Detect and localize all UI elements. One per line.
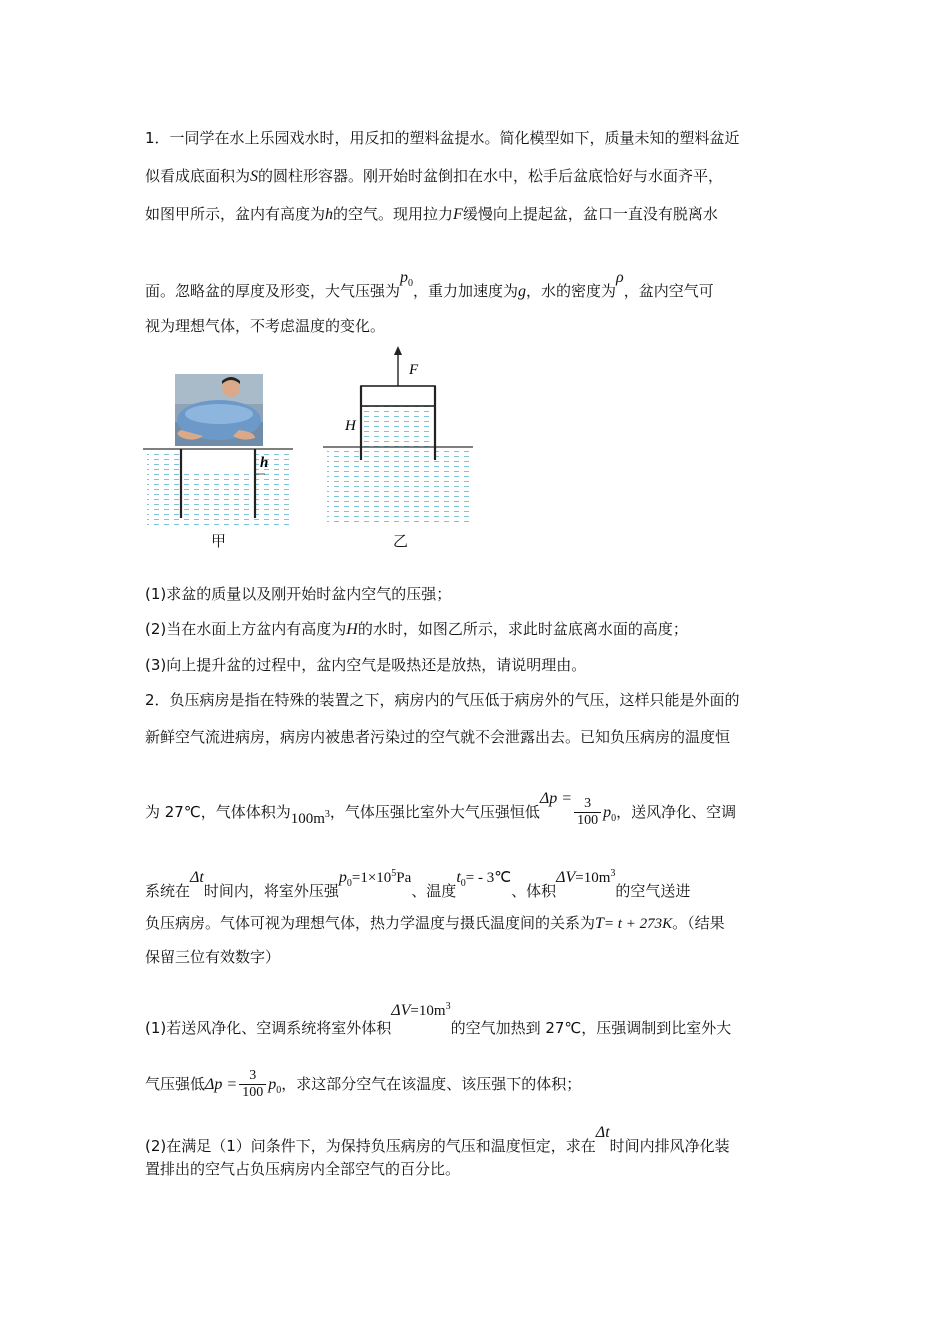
p2-line-6 xyxy=(145,947,280,967)
math-superscript: 3 xyxy=(610,868,616,879)
caption-jia: 甲 xyxy=(211,532,227,550)
math-symbol: p xyxy=(603,804,612,821)
text: ，盆内空气可 xyxy=(623,282,714,300)
math-symbol: ΔV xyxy=(391,1002,411,1019)
math-symbol: H xyxy=(346,621,358,638)
text: 如图甲所示，盆内有高度为 xyxy=(145,205,326,223)
math-subscript: 0 xyxy=(611,813,617,824)
p1-line-2 xyxy=(145,166,723,187)
dV-equation xyxy=(391,997,450,1021)
label-F: F xyxy=(409,362,419,378)
p2-line-1 xyxy=(145,690,740,710)
text: 、温度 xyxy=(411,882,457,900)
math-symbol: Δt xyxy=(190,869,204,886)
math-subscript: 0 xyxy=(460,878,466,889)
text: 保留三位有效数字） xyxy=(145,948,281,966)
text: 缓慢向上提起盆，盆口一直没有脱离水 xyxy=(462,205,718,223)
text: 气压强低 xyxy=(145,1075,206,1093)
text: 负压病房。气体可视为理想气体，热力学温度与摄氏温度间的关系为 xyxy=(145,914,596,932)
text: 面。忽略盆的厚度及形变，大气压强为 xyxy=(145,282,401,300)
math-expression: = t + 273K xyxy=(603,916,673,932)
p1-line-1 xyxy=(145,128,740,148)
math-subscript: 0 xyxy=(408,278,414,289)
problem-number: 1． xyxy=(145,129,170,147)
dV-equation xyxy=(556,864,615,888)
basin-top xyxy=(361,386,435,406)
t0-equation xyxy=(456,867,511,894)
fraction-numerator: 3 xyxy=(239,1068,266,1085)
text: 的空气。现用拉力 xyxy=(333,205,454,223)
math-superscript: 3 xyxy=(445,1001,451,1012)
fraction xyxy=(239,1068,266,1101)
text: ，气体压强比室外大气压强恒低 xyxy=(329,803,540,821)
math-expression: =10m xyxy=(410,1003,446,1019)
text: (3)向上提升盆的过程中，盆内空气是吸热还是放热，请说明理由。 xyxy=(145,656,587,674)
math-superscript: 5 xyxy=(391,868,397,879)
math-symbol: Δt xyxy=(595,1124,610,1141)
text: (1)若送风净化、空调系统将室外体积 xyxy=(145,1019,392,1037)
p1-line-4 xyxy=(145,267,714,302)
math-symbol: ΔV xyxy=(556,869,576,886)
math-symbol: ρ xyxy=(616,269,624,286)
p2-question-2 xyxy=(145,1123,730,1156)
math-symbol: p xyxy=(268,1076,277,1093)
math-expression: Δp = xyxy=(539,790,573,807)
air-pocket xyxy=(181,452,255,474)
figure-yi xyxy=(323,344,473,528)
text: 、体积 xyxy=(511,882,557,900)
math-value: 100m xyxy=(290,811,325,827)
text: (1)求盆的质量以及刚开始时盆内空气的压强； xyxy=(145,585,452,603)
fraction-denominator: 100 xyxy=(242,1085,264,1100)
text: 系统在 xyxy=(145,882,191,900)
math-symbol: h xyxy=(325,206,334,223)
text: ，水的密度为 xyxy=(526,282,617,300)
text: 新鲜空气流进病房，病房内被患者污染过的空气就不会泄露出去。已知负压病房的温度恒 xyxy=(145,728,731,746)
p2-line-5 xyxy=(145,913,725,934)
text: 为 27℃，气体体积为 xyxy=(145,803,291,821)
text: ，送风净化、空调 xyxy=(616,803,737,821)
math-symbol: S xyxy=(250,168,259,185)
math-subscript: 0 xyxy=(276,1085,282,1096)
volume xyxy=(291,811,330,827)
math-symbol: p xyxy=(400,269,409,286)
label-H: H xyxy=(345,418,356,434)
text: 似看成底面积为 xyxy=(145,167,251,185)
p2-question-2-cont xyxy=(145,1159,460,1179)
p2-line-2 xyxy=(145,727,730,747)
math-symbol: t xyxy=(456,869,461,886)
text: ，求这部分空气在该温度、该压强下的体积； xyxy=(281,1075,582,1093)
math-superscript: 3 xyxy=(324,809,330,820)
problem-number: 2． xyxy=(145,691,170,709)
caption-yi: 乙 xyxy=(393,532,409,550)
math-expression: = - 3℃ xyxy=(465,870,512,886)
water-yi xyxy=(327,448,469,526)
p1-question-3 xyxy=(145,655,586,675)
label-h: h xyxy=(260,455,269,471)
fraction-denominator: 100 xyxy=(577,813,599,828)
text: 时间内排风净化装 xyxy=(609,1137,730,1155)
math-expression: =1×10 xyxy=(351,870,392,886)
text: 。（结果 xyxy=(672,914,725,932)
text: (2)当在水面上方盆内有高度为 xyxy=(145,620,347,638)
math-expression: Δp = xyxy=(205,1076,238,1093)
text: ，重力加速度为 xyxy=(413,282,519,300)
text: 置排出的空气占负压病房内全部空气的百分比。 xyxy=(145,1160,461,1178)
text: (2)在满足（1）问条件下，为保持负压病房的气压和温度恒定，求在 xyxy=(145,1137,596,1155)
text: 一同学在水上乐园戏水时，用反扣的塑料盆提水。简化模型如下，质量未知的塑料盆近 xyxy=(169,129,740,147)
text: 负压病房是指在特殊的装置之下，病房内的气压低于病房外的气压，这样只能是外面的 xyxy=(169,691,740,709)
figure-jia xyxy=(143,372,293,528)
p2-question-1-cont xyxy=(145,1068,581,1101)
arrow-head xyxy=(394,346,402,355)
p0-symbol xyxy=(400,267,413,294)
raised-water xyxy=(363,406,433,448)
fraction xyxy=(574,796,601,829)
math-expression: =10m xyxy=(575,870,611,886)
p2-line-4 xyxy=(145,864,690,901)
p1-question-2 xyxy=(145,619,688,640)
p2-line-3 xyxy=(145,789,736,829)
p1-question-1 xyxy=(145,584,451,604)
p0-equation xyxy=(339,864,411,894)
p2-question-1 xyxy=(145,997,731,1038)
p1-line-3 xyxy=(145,204,718,225)
math-subscript: 0 xyxy=(346,878,352,889)
math-symbol: T xyxy=(595,915,604,932)
text: 的空气送进 xyxy=(615,882,691,900)
text: 的圆柱形容器。刚开始时盆倒扣在水中，松手后盆底恰好与水面齐平， xyxy=(258,167,724,185)
fraction-numerator: 3 xyxy=(574,796,601,813)
text: 视为理想气体，不考虑温度的变化。 xyxy=(145,317,386,335)
p1-line-5 xyxy=(145,316,385,336)
text: 的水时，如图乙所示，求此时盆底离水面的高度； xyxy=(357,620,688,638)
math-symbol: p xyxy=(338,869,347,886)
math-symbol: g xyxy=(518,283,527,300)
math-unit: Pa xyxy=(396,870,412,886)
math-symbol: F xyxy=(453,206,463,223)
text: 的空气加热到 27℃，压强调制到比室外大 xyxy=(450,1019,732,1037)
text: 时间内，将室外压强 xyxy=(203,882,339,900)
